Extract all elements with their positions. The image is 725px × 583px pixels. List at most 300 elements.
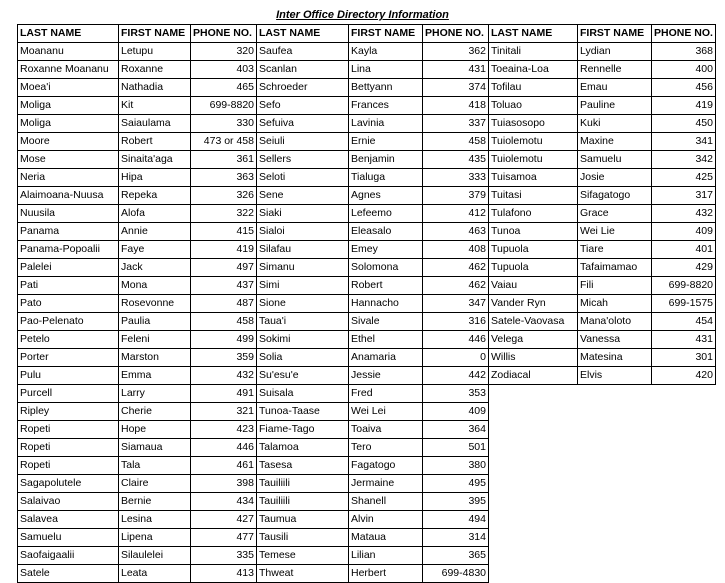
- phone-no-cell: 477: [191, 529, 257, 547]
- phone-no-cell: 409: [423, 403, 489, 421]
- table-row: [18, 313, 716, 331]
- empty-cell: [652, 511, 716, 529]
- last-name-cell: Tauiliili: [257, 475, 349, 493]
- first-name-cell: Mona: [119, 277, 191, 295]
- phone-no-cell: 362: [423, 43, 489, 61]
- header-last-name: LAST NAME: [18, 25, 119, 43]
- last-name-cell: Sene: [257, 187, 349, 205]
- phone-no-cell: 333: [423, 169, 489, 187]
- phone-no-cell: 465: [191, 79, 257, 97]
- last-name-cell: Sagapolutele: [18, 475, 119, 493]
- first-name-cell: Mana'oloto: [578, 313, 652, 331]
- last-name-cell: Samuelu: [18, 529, 119, 547]
- table-row: [18, 403, 716, 421]
- phone-no-cell: 412: [423, 205, 489, 223]
- first-name-cell: Nathadia: [119, 79, 191, 97]
- table-row: [18, 115, 716, 133]
- last-name-cell: Simi: [257, 277, 349, 295]
- first-name-cell: Annie: [119, 223, 191, 241]
- first-name-cell: Lipena: [119, 529, 191, 547]
- last-name-cell: Panama: [18, 223, 119, 241]
- last-name-cell: Ropeti: [18, 421, 119, 439]
- first-name-cell: Hope: [119, 421, 191, 439]
- last-name-cell: Salaivao: [18, 493, 119, 511]
- table-row: [18, 79, 716, 97]
- first-name-cell: Wei Lie: [578, 223, 652, 241]
- last-name-cell: Tuiasosopo: [489, 115, 578, 133]
- table-row: [18, 295, 716, 313]
- first-name-cell: Mataua: [349, 529, 423, 547]
- first-name-cell: Emma: [119, 367, 191, 385]
- phone-no-cell: 461: [191, 457, 257, 475]
- header-first-name: FIRST NAME: [119, 25, 191, 43]
- header-phone-no: PHONE NO.: [191, 25, 257, 43]
- empty-cell: [652, 439, 716, 457]
- empty-cell: [489, 457, 578, 475]
- header-last-name: LAST NAME: [257, 25, 349, 43]
- phone-no-cell: 446: [423, 331, 489, 349]
- phone-no-cell: 403: [191, 61, 257, 79]
- empty-cell: [652, 493, 716, 511]
- first-name-cell: Lefeemo: [349, 205, 423, 223]
- last-name-cell: Pati: [18, 277, 119, 295]
- last-name-cell: Taua'i: [257, 313, 349, 331]
- first-name-cell: Sivale: [349, 313, 423, 331]
- first-name-cell: Samuelu: [578, 151, 652, 169]
- phone-no-cell: 501: [423, 439, 489, 457]
- first-name-cell: Jack: [119, 259, 191, 277]
- first-name-cell: Anamaria: [349, 349, 423, 367]
- last-name-cell: Satele: [18, 565, 119, 583]
- first-name-cell: Faye: [119, 241, 191, 259]
- first-name-cell: Emey: [349, 241, 423, 259]
- first-name-cell: Sinaita'aga: [119, 151, 191, 169]
- last-name-cell: Sellers: [257, 151, 349, 169]
- table-row: [18, 259, 716, 277]
- phone-no-cell: 418: [423, 97, 489, 115]
- first-name-cell: Lydian: [578, 43, 652, 61]
- last-name-cell: Sokimi: [257, 331, 349, 349]
- empty-cell: [578, 493, 652, 511]
- phone-no-cell: 494: [423, 511, 489, 529]
- empty-cell: [489, 529, 578, 547]
- table-row: [18, 331, 716, 349]
- table-row: [18, 43, 716, 61]
- phone-no-cell: 456: [652, 79, 716, 97]
- phone-no-cell: 322: [191, 205, 257, 223]
- last-name-cell: Tulafono: [489, 205, 578, 223]
- last-name-cell: Silafau: [257, 241, 349, 259]
- first-name-cell: Leata: [119, 565, 191, 583]
- first-name-cell: Solomona: [349, 259, 423, 277]
- directory-body: [18, 43, 716, 583]
- empty-cell: [578, 439, 652, 457]
- phone-no-cell: 442: [423, 367, 489, 385]
- first-name-cell: Paulia: [119, 313, 191, 331]
- phone-no-cell: 487: [191, 295, 257, 313]
- phone-no-cell: 379: [423, 187, 489, 205]
- last-name-cell: Nuusila: [18, 205, 119, 223]
- empty-cell: [489, 511, 578, 529]
- phone-no-cell: 374: [423, 79, 489, 97]
- phone-no-cell: 491: [191, 385, 257, 403]
- last-name-cell: Satele-Vaovasa: [489, 313, 578, 331]
- last-name-cell: Sefo: [257, 97, 349, 115]
- phone-no-cell: 431: [423, 61, 489, 79]
- first-name-cell: Micah: [578, 295, 652, 313]
- phone-no-cell: 330: [191, 115, 257, 133]
- first-name-cell: Lina: [349, 61, 423, 79]
- last-name-cell: Tuitasi: [489, 187, 578, 205]
- last-name-cell: Palelei: [18, 259, 119, 277]
- phone-no-cell: 497: [191, 259, 257, 277]
- last-name-cell: Petelo: [18, 331, 119, 349]
- table-row: [18, 133, 716, 151]
- first-name-cell: Grace: [578, 205, 652, 223]
- last-name-cell: Moea'i: [18, 79, 119, 97]
- first-name-cell: Silaulelei: [119, 547, 191, 565]
- phone-no-cell: 395: [423, 493, 489, 511]
- phone-no-cell: 335: [191, 547, 257, 565]
- last-name-cell: Pulu: [18, 367, 119, 385]
- table-row: [18, 367, 716, 385]
- last-name-cell: Seloti: [257, 169, 349, 187]
- last-name-cell: Willis: [489, 349, 578, 367]
- last-name-cell: Porter: [18, 349, 119, 367]
- first-name-cell: Robert: [349, 277, 423, 295]
- first-name-cell: Tafaimamao: [578, 259, 652, 277]
- header-first-name: FIRST NAME: [578, 25, 652, 43]
- first-name-cell: Rosevonne: [119, 295, 191, 313]
- last-name-cell: Sialoi: [257, 223, 349, 241]
- last-name-cell: Tofilau: [489, 79, 578, 97]
- last-name-cell: Tasesa: [257, 457, 349, 475]
- phone-no-cell: 419: [191, 241, 257, 259]
- phone-no-cell: 321: [191, 403, 257, 421]
- empty-cell: [652, 475, 716, 493]
- table-row: [18, 385, 716, 403]
- last-name-cell: Tupuola: [489, 259, 578, 277]
- phone-no-cell: 425: [652, 169, 716, 187]
- first-name-cell: Emau: [578, 79, 652, 97]
- last-name-cell: Saofaigaalii: [18, 547, 119, 565]
- phone-no-cell: 380: [423, 457, 489, 475]
- last-name-cell: Tuisamoa: [489, 169, 578, 187]
- first-name-cell: Repeka: [119, 187, 191, 205]
- last-name-cell: Ripley: [18, 403, 119, 421]
- header-row: [18, 25, 716, 43]
- first-name-cell: Josie: [578, 169, 652, 187]
- header-phone-no: PHONE NO.: [423, 25, 489, 43]
- last-name-cell: Seiuli: [257, 133, 349, 151]
- first-name-cell: Fred: [349, 385, 423, 403]
- phone-no-cell: 435: [423, 151, 489, 169]
- first-name-cell: Kit: [119, 97, 191, 115]
- table-row: [18, 475, 716, 493]
- phone-no-cell: 317: [652, 187, 716, 205]
- phone-no-cell: 0: [423, 349, 489, 367]
- table-row: [18, 61, 716, 79]
- last-name-cell: Siaki: [257, 205, 349, 223]
- table-row: [18, 97, 716, 115]
- empty-cell: [578, 565, 652, 583]
- phone-no-cell: 429: [652, 259, 716, 277]
- first-name-cell: Vanessa: [578, 331, 652, 349]
- last-name-cell: Tinitali: [489, 43, 578, 61]
- table-row: [18, 223, 716, 241]
- table-row: [18, 529, 716, 547]
- empty-cell: [652, 385, 716, 403]
- first-name-cell: Pauline: [578, 97, 652, 115]
- empty-cell: [489, 493, 578, 511]
- first-name-cell: Eleasalo: [349, 223, 423, 241]
- table-row: [18, 169, 716, 187]
- phone-no-cell: 432: [191, 367, 257, 385]
- last-name-cell: Sefuiva: [257, 115, 349, 133]
- first-name-cell: Larry: [119, 385, 191, 403]
- empty-cell: [652, 421, 716, 439]
- first-name-cell: Agnes: [349, 187, 423, 205]
- phone-no-cell: 353: [423, 385, 489, 403]
- phone-no-cell: 316: [423, 313, 489, 331]
- empty-cell: [578, 529, 652, 547]
- first-name-cell: Rennelle: [578, 61, 652, 79]
- empty-cell: [652, 457, 716, 475]
- empty-cell: [489, 439, 578, 457]
- phone-no-cell: 473 or 458: [191, 133, 257, 151]
- phone-no-cell: 368: [652, 43, 716, 61]
- table-row: [18, 277, 716, 295]
- last-name-cell: Purcell: [18, 385, 119, 403]
- last-name-cell: Vander Ryn: [489, 295, 578, 313]
- phone-no-cell: 326: [191, 187, 257, 205]
- first-name-cell: Feleni: [119, 331, 191, 349]
- phone-no-cell: 432: [652, 205, 716, 223]
- header-phone-no: PHONE NO.: [652, 25, 716, 43]
- phone-no-cell: 408: [423, 241, 489, 259]
- phone-no-cell: 341: [652, 133, 716, 151]
- first-name-cell: Tiare: [578, 241, 652, 259]
- first-name-cell: Lilian: [349, 547, 423, 565]
- phone-no-cell: 314: [423, 529, 489, 547]
- first-name-cell: Jermaine: [349, 475, 423, 493]
- last-name-cell: Vaiau: [489, 277, 578, 295]
- last-name-cell: Moliga: [18, 97, 119, 115]
- last-name-cell: Thweat: [257, 565, 349, 583]
- last-name-cell: Su'esu'e: [257, 367, 349, 385]
- empty-cell: [489, 565, 578, 583]
- first-name-cell: Saiaulama: [119, 115, 191, 133]
- first-name-cell: Bernie: [119, 493, 191, 511]
- last-name-cell: Fiame-Tago: [257, 421, 349, 439]
- first-name-cell: Cherie: [119, 403, 191, 421]
- phone-no-cell: 361: [191, 151, 257, 169]
- last-name-cell: Moore: [18, 133, 119, 151]
- last-name-cell: Tupuola: [489, 241, 578, 259]
- first-name-cell: Sifagatogo: [578, 187, 652, 205]
- last-name-cell: Roxanne Moananu: [18, 61, 119, 79]
- empty-cell: [578, 421, 652, 439]
- first-name-cell: Siamaua: [119, 439, 191, 457]
- phone-no-cell: 462: [423, 277, 489, 295]
- header-last-name: LAST NAME: [489, 25, 578, 43]
- table-row: [18, 493, 716, 511]
- first-name-cell: Tero: [349, 439, 423, 457]
- phone-no-cell: 499: [191, 331, 257, 349]
- phone-no-cell: 699-4830: [423, 565, 489, 583]
- table-row: [18, 421, 716, 439]
- phone-no-cell: 364: [423, 421, 489, 439]
- last-name-cell: Mose: [18, 151, 119, 169]
- first-name-cell: Roxanne: [119, 61, 191, 79]
- first-name-cell: Frances: [349, 97, 423, 115]
- phone-no-cell: 400: [652, 61, 716, 79]
- last-name-cell: Alaimoana-Nuusa: [18, 187, 119, 205]
- phone-no-cell: 301: [652, 349, 716, 367]
- empty-cell: [489, 547, 578, 565]
- last-name-cell: Tuiolemotu: [489, 133, 578, 151]
- last-name-cell: Tausili: [257, 529, 349, 547]
- last-name-cell: Tunoa: [489, 223, 578, 241]
- first-name-cell: Ethel: [349, 331, 423, 349]
- first-name-cell: Letupu: [119, 43, 191, 61]
- phone-no-cell: 446: [191, 439, 257, 457]
- directory-sheet: [17, 24, 716, 583]
- phone-no-cell: 347: [423, 295, 489, 313]
- empty-cell: [652, 565, 716, 583]
- phone-no-cell: 415: [191, 223, 257, 241]
- phone-no-cell: 462: [423, 259, 489, 277]
- empty-cell: [652, 403, 716, 421]
- last-name-cell: Talamoa: [257, 439, 349, 457]
- first-name-cell: Marston: [119, 349, 191, 367]
- first-name-cell: Alvin: [349, 511, 423, 529]
- phone-no-cell: 431: [652, 331, 716, 349]
- last-name-cell: Sione: [257, 295, 349, 313]
- phone-no-cell: 320: [191, 43, 257, 61]
- first-name-cell: Bettyann: [349, 79, 423, 97]
- directory-title: Inter Office Directory Information: [276, 9, 449, 21]
- empty-cell: [489, 403, 578, 421]
- phone-no-cell: 337: [423, 115, 489, 133]
- first-name-cell: Benjamin: [349, 151, 423, 169]
- first-name-cell: Lavinia: [349, 115, 423, 133]
- last-name-cell: Zodiacal: [489, 367, 578, 385]
- last-name-cell: Scanlan: [257, 61, 349, 79]
- last-name-cell: Suisala: [257, 385, 349, 403]
- last-name-cell: Ropeti: [18, 457, 119, 475]
- phone-no-cell: 437: [191, 277, 257, 295]
- first-name-cell: Toaiva: [349, 421, 423, 439]
- empty-cell: [489, 475, 578, 493]
- last-name-cell: Schroeder: [257, 79, 349, 97]
- phone-no-cell: 458: [423, 133, 489, 151]
- directory-table: [17, 24, 716, 583]
- first-name-cell: Claire: [119, 475, 191, 493]
- first-name-cell: Herbert: [349, 565, 423, 583]
- empty-cell: [652, 547, 716, 565]
- first-name-cell: Tialuga: [349, 169, 423, 187]
- table-row: [18, 511, 716, 529]
- first-name-cell: Robert: [119, 133, 191, 151]
- phone-no-cell: 699-8820: [652, 277, 716, 295]
- first-name-cell: Wei Lei: [349, 403, 423, 421]
- first-name-cell: Ernie: [349, 133, 423, 151]
- table-row: [18, 205, 716, 223]
- last-name-cell: Pao-Pelenato: [18, 313, 119, 331]
- first-name-cell: Hannacho: [349, 295, 423, 313]
- last-name-cell: Taumua: [257, 511, 349, 529]
- phone-no-cell: 420: [652, 367, 716, 385]
- phone-no-cell: 699-8820: [191, 97, 257, 115]
- empty-cell: [578, 403, 652, 421]
- table-row: [18, 151, 716, 169]
- phone-no-cell: 450: [652, 115, 716, 133]
- phone-no-cell: 413: [191, 565, 257, 583]
- last-name-cell: Toluao: [489, 97, 578, 115]
- last-name-cell: Tunoa-Taase: [257, 403, 349, 421]
- table-row: [18, 241, 716, 259]
- empty-cell: [578, 547, 652, 565]
- empty-cell: [652, 529, 716, 547]
- last-name-cell: Panama-Popoalii: [18, 241, 119, 259]
- phone-no-cell: 423: [191, 421, 257, 439]
- first-name-cell: Kayla: [349, 43, 423, 61]
- table-row: [18, 565, 716, 583]
- last-name-cell: Velega: [489, 331, 578, 349]
- phone-no-cell: 398: [191, 475, 257, 493]
- table-row: [18, 439, 716, 457]
- table-row: [18, 187, 716, 205]
- first-name-cell: Shanell: [349, 493, 423, 511]
- phone-no-cell: 458: [191, 313, 257, 331]
- first-name-cell: Maxine: [578, 133, 652, 151]
- phone-no-cell: 419: [652, 97, 716, 115]
- phone-no-cell: 409: [652, 223, 716, 241]
- last-name-cell: Saufea: [257, 43, 349, 61]
- last-name-cell: Solia: [257, 349, 349, 367]
- phone-no-cell: 495: [423, 475, 489, 493]
- last-name-cell: Ropeti: [18, 439, 119, 457]
- empty-cell: [578, 475, 652, 493]
- last-name-cell: Moananu: [18, 43, 119, 61]
- first-name-cell: Matesina: [578, 349, 652, 367]
- phone-no-cell: 401: [652, 241, 716, 259]
- first-name-cell: Elvis: [578, 367, 652, 385]
- phone-no-cell: 454: [652, 313, 716, 331]
- phone-no-cell: 363: [191, 169, 257, 187]
- first-name-cell: Lesina: [119, 511, 191, 529]
- empty-cell: [578, 511, 652, 529]
- last-name-cell: Pato: [18, 295, 119, 313]
- first-name-cell: Fagatogo: [349, 457, 423, 475]
- empty-cell: [578, 385, 652, 403]
- table-row: [18, 457, 716, 475]
- first-name-cell: Kuki: [578, 115, 652, 133]
- empty-cell: [489, 385, 578, 403]
- phone-no-cell: 699-1575: [652, 295, 716, 313]
- phone-no-cell: 427: [191, 511, 257, 529]
- phone-no-cell: 463: [423, 223, 489, 241]
- first-name-cell: Alofa: [119, 205, 191, 223]
- header-first-name: FIRST NAME: [349, 25, 423, 43]
- phone-no-cell: 342: [652, 151, 716, 169]
- table-row: [18, 547, 716, 565]
- last-name-cell: Salavea: [18, 511, 119, 529]
- first-name-cell: Tala: [119, 457, 191, 475]
- phone-no-cell: 359: [191, 349, 257, 367]
- last-name-cell: Tauiliili: [257, 493, 349, 511]
